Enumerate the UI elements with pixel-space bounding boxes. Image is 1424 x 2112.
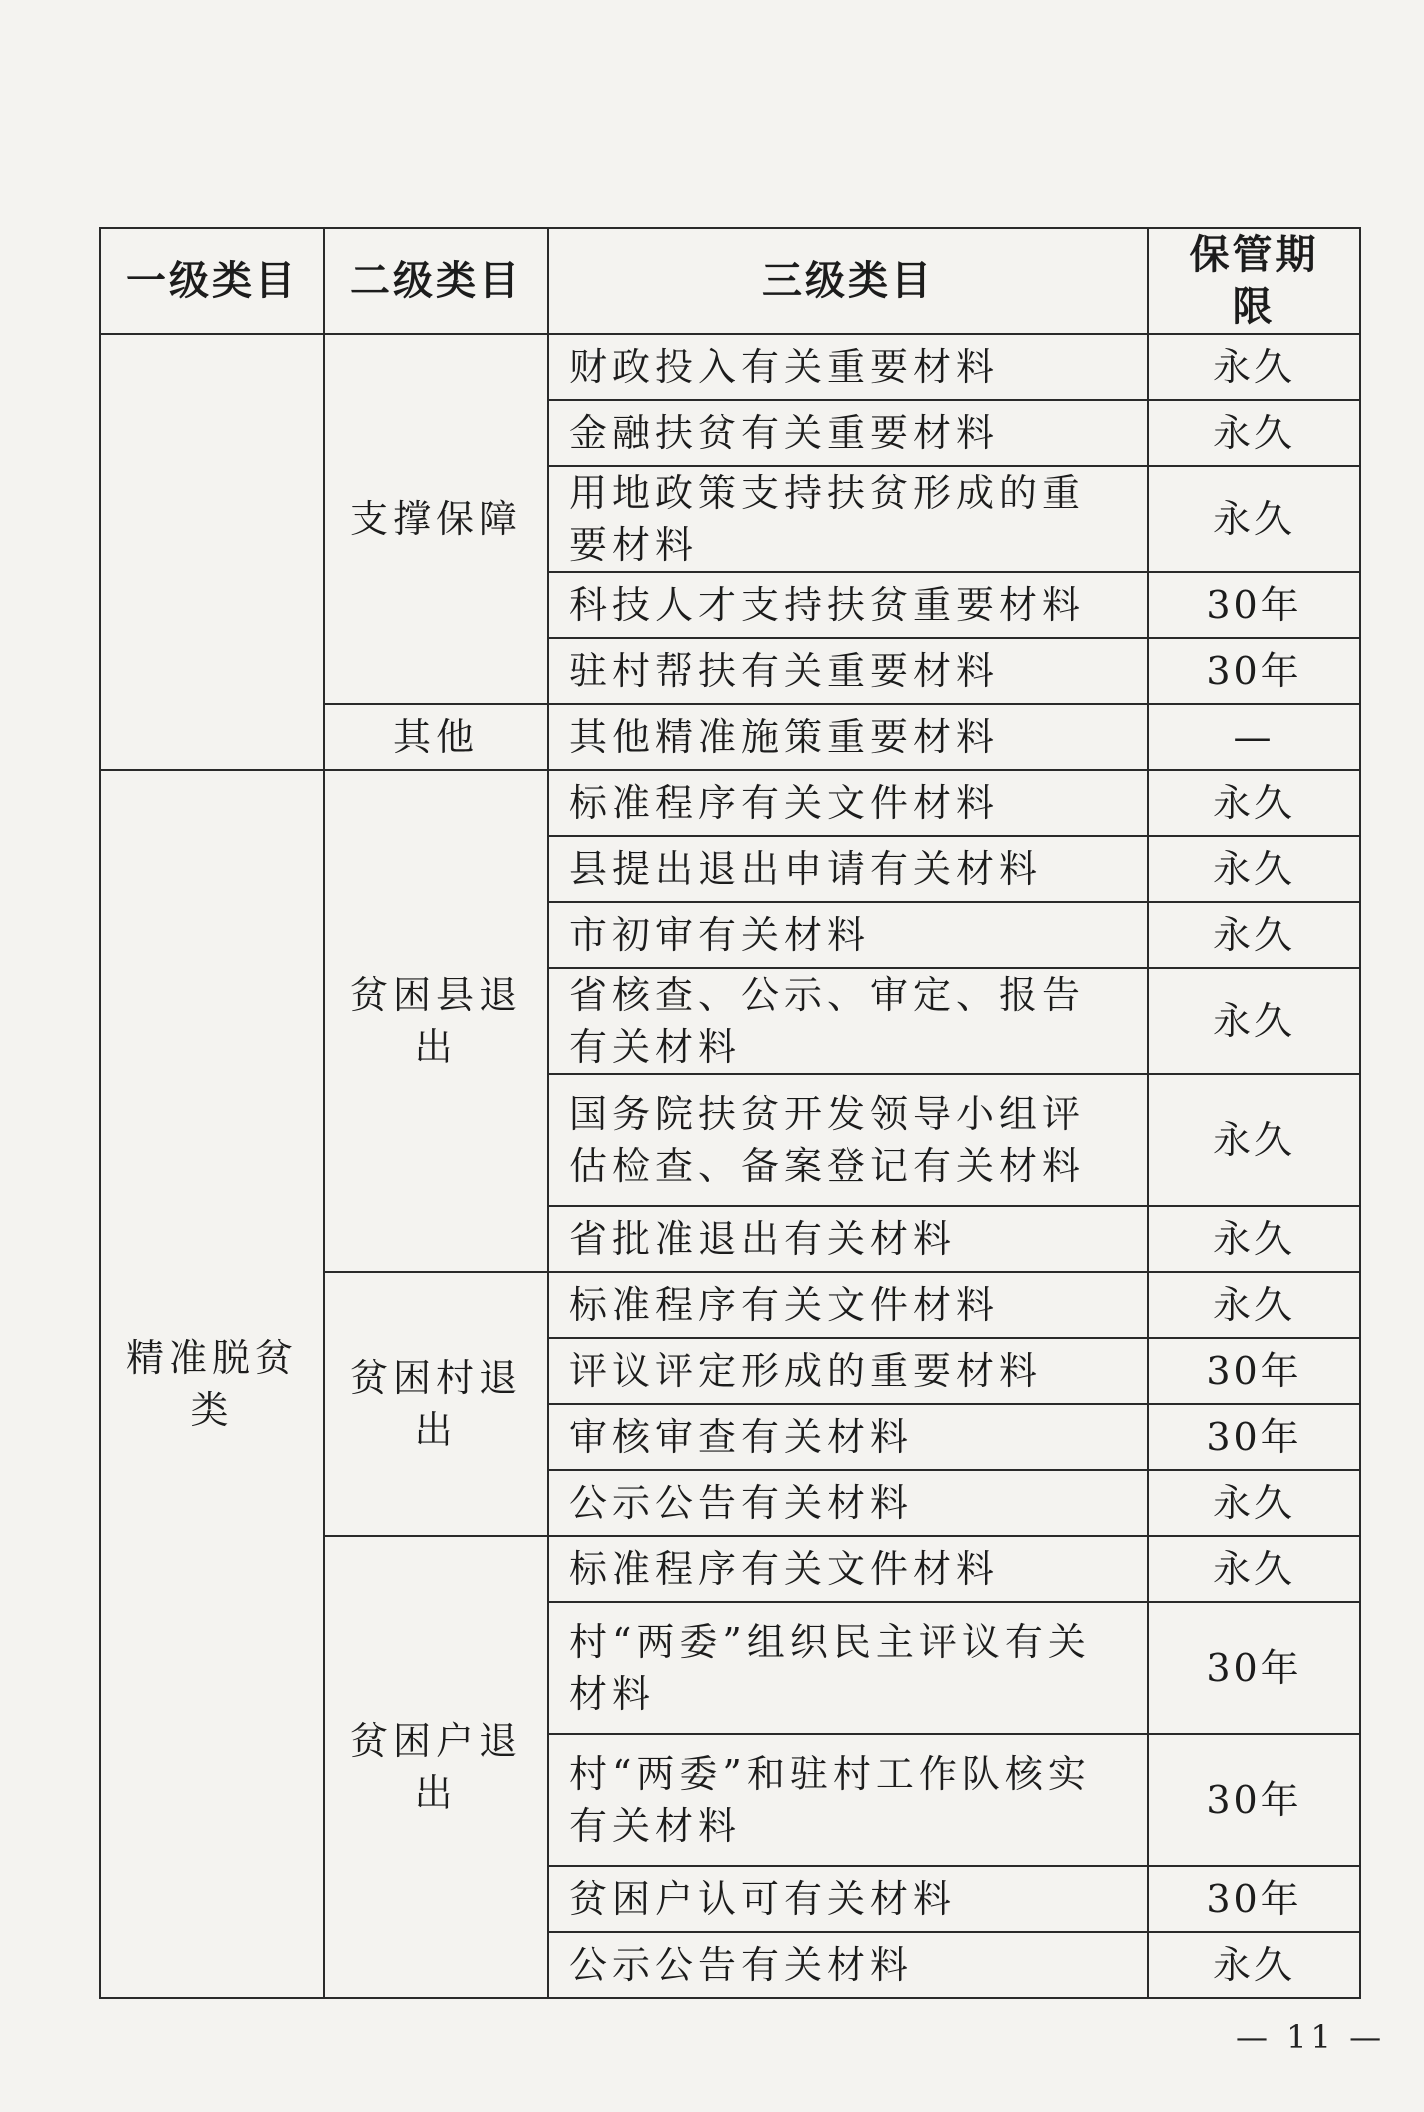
level3-cell: 省批准退出有关材料 <box>548 1206 1148 1272</box>
period-cell: 永久 <box>1148 1272 1360 1338</box>
period-cell: 30年 <box>1148 1602 1360 1734</box>
period-cell: 永久 <box>1148 1932 1360 1998</box>
level3-cell: 驻村帮扶有关重要材料 <box>548 638 1148 704</box>
period-cell: 永久 <box>1148 334 1360 400</box>
level3-cell: 省核查、公示、审定、报告有关材料 <box>548 968 1148 1074</box>
level3-cell: 标准程序有关文件材料 <box>548 770 1148 836</box>
page-number: — 11 — <box>1236 2018 1386 2056</box>
level3-cell: 国务院扶贫开发领导小组评估检查、备案登记有关材料 <box>548 1074 1148 1206</box>
level3-cell: 村“两委”和驻村工作队核实有关材料 <box>548 1734 1148 1866</box>
period-cell: 30年 <box>1148 638 1360 704</box>
level3-cell: 审核审查有关材料 <box>548 1404 1148 1470</box>
period-cell: 30年 <box>1148 1866 1360 1932</box>
level1-cell: 精准脱贫类 <box>100 770 324 1998</box>
retention-period-table <box>99 227 1361 1999</box>
period-cell: 永久 <box>1148 836 1360 902</box>
period-cell: — <box>1148 704 1360 770</box>
table-row <box>100 334 1360 400</box>
level3-cell: 村“两委”组织民主评议有关材料 <box>548 1602 1148 1734</box>
period-cell: 30年 <box>1148 1404 1360 1470</box>
level3-cell: 科技人才支持扶贫重要材料 <box>548 572 1148 638</box>
period-cell: 30年 <box>1148 1734 1360 1866</box>
level3-cell: 金融扶贫有关重要材料 <box>548 400 1148 466</box>
level2-cell: 贫困户退出 <box>324 1536 548 1998</box>
level2-cell: 贫困县退出 <box>324 770 548 1272</box>
period-cell: 永久 <box>1148 902 1360 968</box>
header-retention-period: 保管期限 <box>1148 228 1360 334</box>
level3-cell: 其他精准施策重要材料 <box>548 704 1148 770</box>
level3-cell: 标准程序有关文件材料 <box>548 1272 1148 1338</box>
header-level2: 二级类目 <box>324 228 548 334</box>
header-level3: 三级类目 <box>548 228 1148 334</box>
level3-cell: 县提出退出申请有关材料 <box>548 836 1148 902</box>
level3-cell: 公示公告有关材料 <box>548 1932 1148 1998</box>
table-row <box>100 770 1360 836</box>
period-cell: 永久 <box>1148 466 1360 572</box>
period-cell: 永久 <box>1148 1536 1360 1602</box>
period-cell: 永久 <box>1148 770 1360 836</box>
level2-cell: 贫困村退出 <box>324 1272 548 1536</box>
header-level1: 一级类目 <box>100 228 324 334</box>
period-cell: 永久 <box>1148 1470 1360 1536</box>
level3-cell: 财政投入有关重要材料 <box>548 334 1148 400</box>
level2-cell: 支撑保障 <box>324 334 548 704</box>
period-cell: 永久 <box>1148 1206 1360 1272</box>
period-cell: 30年 <box>1148 572 1360 638</box>
level3-cell: 用地政策支持扶贫形成的重要材料 <box>548 466 1148 572</box>
level3-cell: 贫困户认可有关材料 <box>548 1866 1148 1932</box>
level3-cell: 评议评定形成的重要材料 <box>548 1338 1148 1404</box>
period-cell: 永久 <box>1148 1074 1360 1206</box>
period-cell: 永久 <box>1148 968 1360 1074</box>
period-cell: 30年 <box>1148 1338 1360 1404</box>
level3-cell: 公示公告有关材料 <box>548 1470 1148 1536</box>
level3-cell: 标准程序有关文件材料 <box>548 1536 1148 1602</box>
table-header-row <box>100 228 1360 334</box>
level3-cell: 市初审有关材料 <box>548 902 1148 968</box>
level2-cell: 其他 <box>324 704 548 770</box>
level1-cell-empty <box>100 334 324 770</box>
period-cell: 永久 <box>1148 400 1360 466</box>
